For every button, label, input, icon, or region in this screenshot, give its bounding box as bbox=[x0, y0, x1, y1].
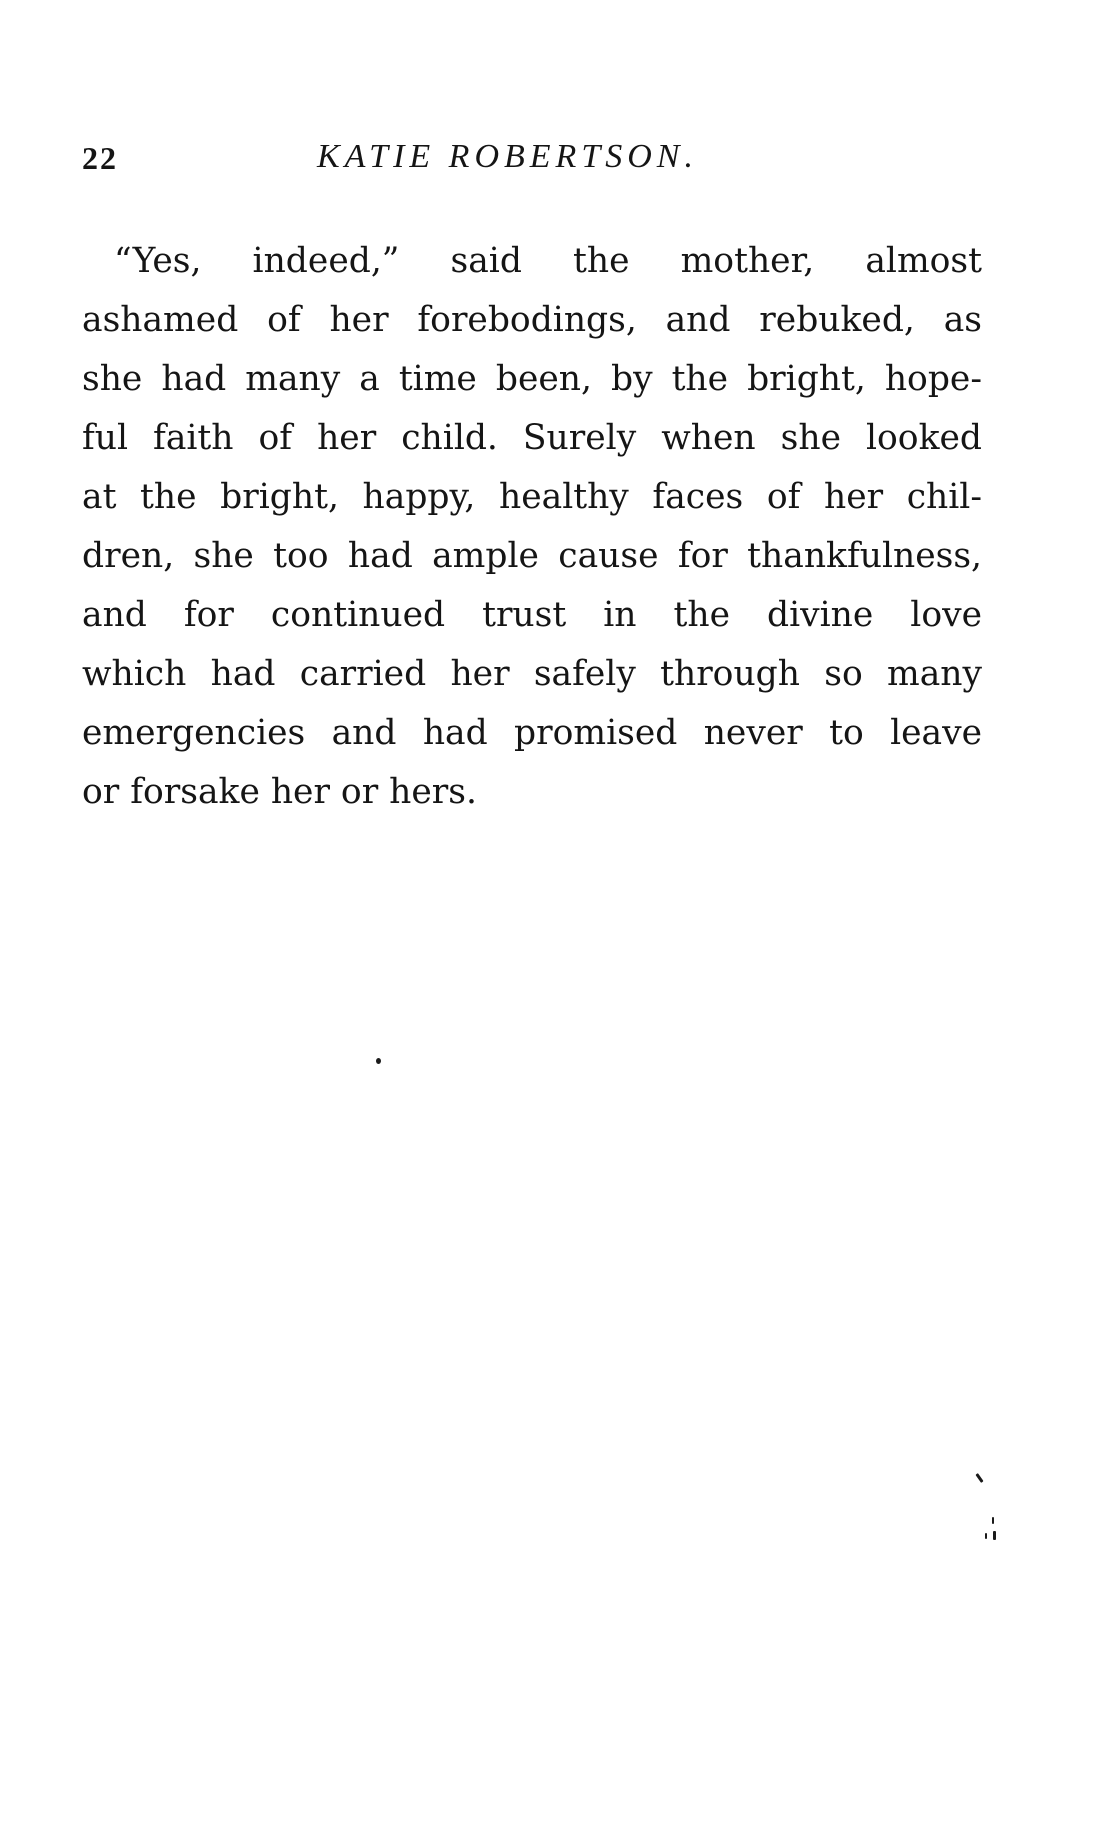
ink-speck bbox=[992, 1517, 994, 1524]
text-line: and for continued trust in the divine love bbox=[82, 595, 982, 635]
page-number: 22 bbox=[82, 140, 118, 176]
ink-speck bbox=[985, 1533, 987, 1539]
running-head bbox=[82, 140, 982, 190]
running-title: KATIE ROBERTSON. bbox=[317, 138, 698, 175]
text-line: emergencies and had promised never to leave bbox=[82, 713, 982, 753]
ink-speck bbox=[376, 1058, 381, 1064]
body-paragraph bbox=[82, 232, 982, 822]
text-line: at the bright, happy, healthy faces of her chil- bbox=[82, 477, 982, 517]
ink-speck bbox=[993, 1531, 996, 1540]
text-line: dren, she too had ample cause for thankfulness, bbox=[82, 536, 982, 576]
text-line: “Yes, indeed,” said the mother, almost bbox=[114, 241, 982, 281]
text-line: which had carried her safely through so many bbox=[82, 654, 982, 694]
text-line: she had many a time been, by the bright, hope- bbox=[82, 359, 982, 399]
ink-speck bbox=[975, 1473, 983, 1483]
text-line-last: or forsake her or hers. bbox=[82, 772, 477, 812]
text-line: ashamed of her forebodings, and rebuked, as bbox=[82, 300, 982, 340]
text-line: ful faith of her child. Surely when she looked bbox=[82, 418, 982, 458]
